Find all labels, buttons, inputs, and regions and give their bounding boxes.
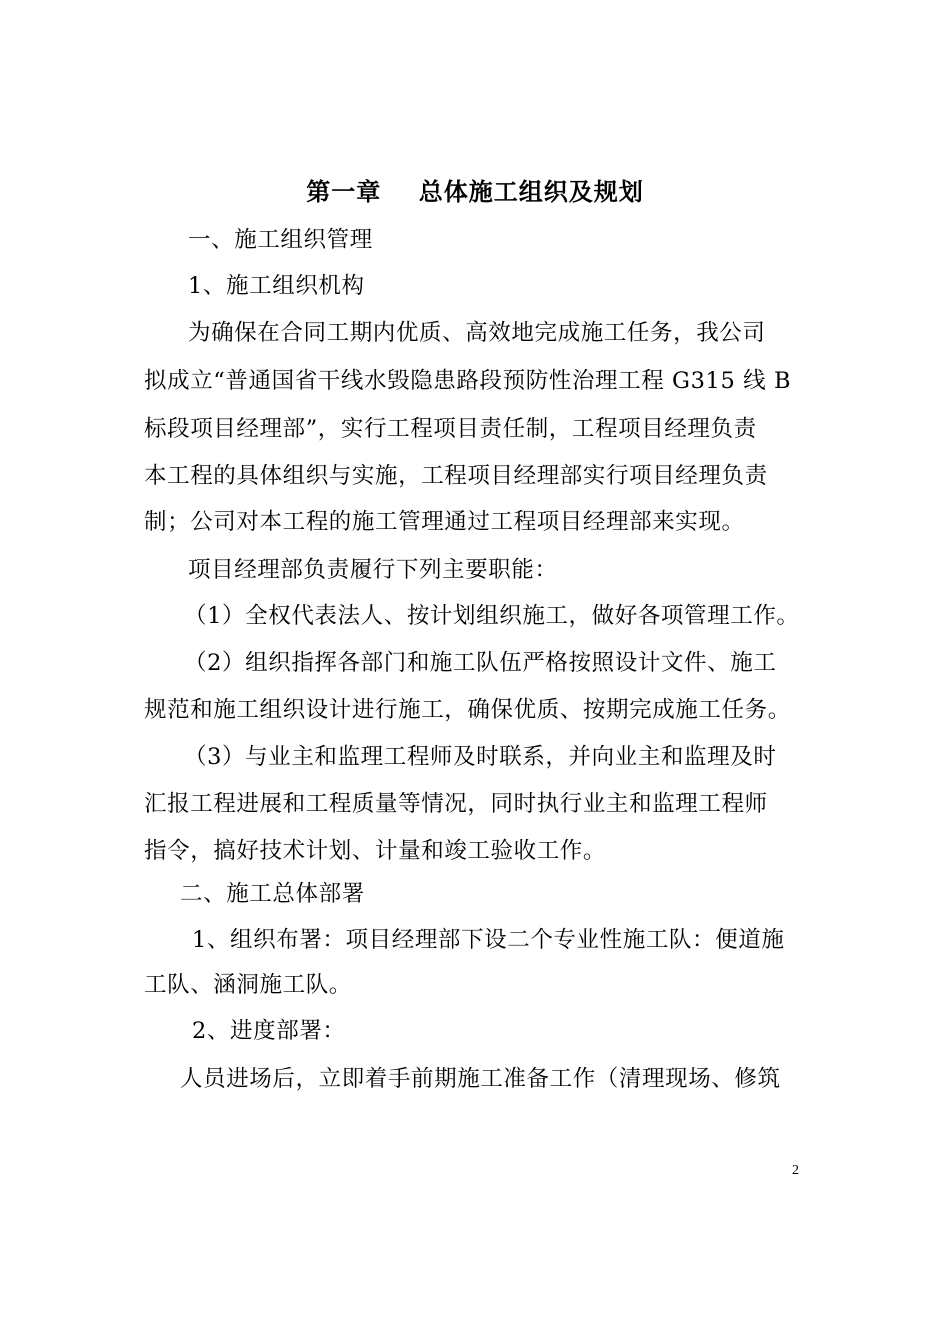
paragraph-line: 本工程的具体组织与实施，工程项目经理部实行项目经理负责 [144, 463, 768, 489]
list-item-continuation: 指令，搞好技术计划、计量和竣工验收工作。 [144, 838, 607, 864]
paragraph-line: 制；公司对本工程的施工管理通过工程项目经理部来实现。 [144, 509, 745, 535]
paragraph-line: 1、组织布署：项目经理部下设二个专业性施工队：便道施 [192, 927, 785, 953]
list-item-continuation: 规范和施工组织设计进行施工，确保优质、按期完成施工任务。 [144, 697, 791, 723]
list-item: （3）与业主和监理工程师及时联系，并向业主和监理及时 [184, 744, 777, 770]
list-item-continuation: 汇报工程进展和工程质量等情况，同时执行业主和监理工程师 [144, 791, 768, 817]
section-heading: 一、施工组织管理 [188, 227, 373, 253]
subsection-heading: 1、施工组织机构 [188, 273, 365, 299]
paragraph-line: 项目经理部负责履行下列主要职能： [188, 557, 558, 583]
list-item: （1）全权代表法人、按计划组织施工，做好各项管理工作。 [184, 603, 800, 629]
paragraph-line: 拟成立“普通国省干线水毁隐患路段预防性治理工程 G315 线 B [144, 368, 792, 394]
paragraph-line: 工队、涵洞施工队。 [144, 972, 352, 998]
chapter-title: 第一章 总体施工组织及规划 [306, 177, 644, 206]
paragraph-line: 标段项目经理部”，实行工程项目责任制，工程项目经理负责 [144, 416, 757, 442]
paragraph-line: 2、进度部署： [192, 1018, 346, 1044]
page-number: 2 [792, 1163, 799, 1178]
list-item: （2）组织指挥各部门和施工队伍严格按照设计文件、施工 [184, 650, 777, 676]
paragraph-line: 为确保在合同工期内优质、高效地完成施工任务，我公司 [188, 320, 766, 346]
section-heading: 二、施工总体部署 [180, 881, 365, 907]
paragraph-line: 人员进场后，立即着手前期施工准备工作（清理现场、修筑 [180, 1066, 781, 1092]
